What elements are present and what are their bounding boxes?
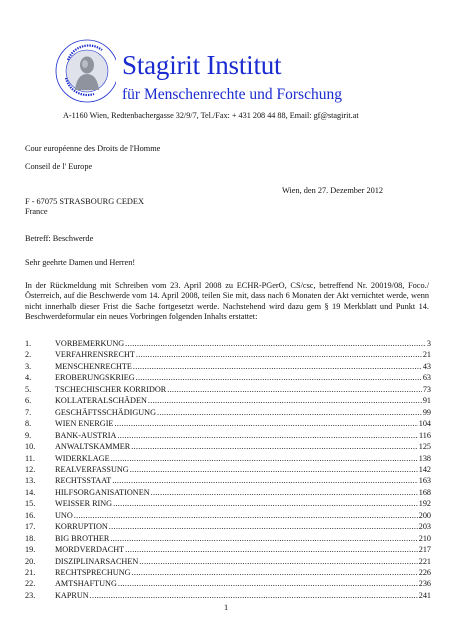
- toc-entry-label: REALVERFASSUNG: [55, 464, 129, 474]
- toc-entry-number: 6.: [25, 396, 32, 406]
- toc-entry: [25, 442, 431, 452]
- toc-entry-label: WIEN ENERGIE: [55, 419, 114, 429]
- toc-dot-leader: [157, 408, 422, 418]
- institute-title: Stagirit Institut: [122, 50, 282, 80]
- toc-entry-label: VORBEMERKUNG: [55, 339, 125, 348]
- toc-entry-number: 10.: [25, 442, 36, 452]
- toc-entry-number: 19.: [25, 545, 36, 555]
- toc-entry: [25, 499, 431, 509]
- toc-entry-page: 116: [419, 430, 431, 440]
- toc-entry-number: 3.: [25, 361, 32, 371]
- toc-entry: [25, 557, 431, 567]
- toc-entry-label: MENSCHENRECHTE: [55, 361, 132, 371]
- toc-entry-label: VERFAHRENSRECHT: [55, 350, 135, 360]
- toc-entry-label: EROBERUNGSKRIEG: [55, 373, 135, 383]
- toc-entry: [25, 373, 431, 383]
- toc-entry: [25, 431, 431, 441]
- toc-entry: [25, 545, 431, 555]
- toc-entry-number: 23.: [25, 590, 36, 600]
- toc-entry-number: 21.: [25, 568, 36, 577]
- toc-dot-leader: [167, 385, 422, 395]
- toc-entry-label: BIG BROTHER: [55, 533, 110, 543]
- toc-entry-page: 217: [418, 545, 431, 555]
- salutation: Sehr geehrte Damen und Herren!: [25, 258, 136, 267]
- institute-subtitle: für Menschenrechte und Forschung: [122, 86, 342, 103]
- toc-dot-leader: [131, 442, 418, 452]
- toc-entry-number: 8.: [25, 419, 32, 429]
- toc-entry-number: 2.: [25, 350, 32, 360]
- toc-entry-page: 221: [418, 556, 431, 566]
- toc-entry-label: RECHTSSTAAT: [55, 476, 112, 486]
- toc-entry-label: WEISSER RING: [55, 499, 113, 509]
- page-number: 1: [224, 603, 229, 612]
- toc-dot-leader: [132, 568, 418, 578]
- toc-entry-number: 22.: [25, 579, 36, 589]
- institute-seal-logo: [54, 38, 120, 104]
- toc-entry-label: KORRUPTION: [55, 522, 108, 532]
- toc-dot-leader: [110, 534, 417, 544]
- toc-dot-leader: [125, 339, 426, 349]
- toc-dot-leader: [111, 454, 418, 464]
- toc-entry-page: 125: [418, 442, 431, 452]
- toc-dot-leader: [125, 545, 418, 555]
- toc-entry-label: GESCHÄFTSSCHÄDIGUNG: [55, 407, 156, 417]
- toc-entry-page: 163: [418, 476, 431, 486]
- toc-dot-leader: [90, 591, 418, 601]
- toc-entry-number: 5.: [25, 384, 32, 394]
- toc-entry: [25, 488, 431, 498]
- toc-entry-page: 21: [422, 350, 431, 360]
- toc-dot-leader: [151, 488, 418, 498]
- toc-dot-leader: [74, 511, 418, 521]
- toc-entry-label: WIDERKLAGE: [55, 453, 110, 463]
- toc-dot-leader: [133, 362, 422, 372]
- toc-entry: [25, 579, 431, 589]
- toc-entry-page: 168: [418, 487, 431, 497]
- institute-address: A-1160 Wien, Redtenbachergasse 32/9/7, Tel./Fax: + 431 208 44 88, Email: gf@stagirit.at: [63, 111, 359, 120]
- toc-entry: [25, 350, 431, 360]
- toc-entry-number: 14.: [25, 487, 36, 497]
- toc-entry: [25, 396, 431, 406]
- toc-entry: [25, 362, 431, 372]
- toc-entry-number: 4.: [25, 373, 32, 383]
- toc-entry: [25, 339, 431, 349]
- subject-line: Betreff: Beschwerde: [25, 234, 94, 243]
- recipient-line-1: Cour européenne des Droits de l'Homme: [25, 144, 161, 153]
- toc-entry: [25, 408, 431, 418]
- toc-entry-label: KAPRUN: [55, 590, 89, 600]
- body-paragraph: In der Rückmeldung mit Schreiben vom 23. April 2008 zu ECHR-PGerO, CS/csc, betreffend Nr. 20019/08, Foco./ Österreich, auf die Beschwerde vom 14. April 2008, teilen Sie mit, dass nach 6 Monaten der Akt vernichtet werde, wenn nicht innerhalb dieser Frist die Sache fortgesetzt werde. Nachstehend wird dazu gem § 19 Merkblatt und Punkt 14. Beschwerdeformular ein neues Vorbringen folgenden Inhalts erstattet:: [25, 281, 429, 322]
- toc-entry: [25, 568, 431, 578]
- toc-entry: [25, 534, 431, 544]
- toc-entry-page: 226: [418, 568, 431, 577]
- toc-entry-page: 192: [418, 499, 431, 509]
- toc-entry: [25, 465, 431, 475]
- recipient-line-3: F - 67075 STRASBOURG CEDEX: [25, 197, 144, 206]
- toc-entry-label: HILFSORGANISATIONEN: [55, 487, 150, 497]
- toc-entry-page: 236: [418, 579, 431, 589]
- toc-dot-leader: [109, 522, 418, 532]
- toc-dot-leader: [114, 419, 417, 429]
- toc-entry-page: 200: [418, 510, 431, 520]
- toc-entry-label: KOLLATERALSCHÄDEN: [55, 396, 147, 406]
- toc-entry-page: 210: [418, 533, 431, 543]
- toc-entry-label: AMTSHAFTUNG: [55, 579, 117, 589]
- toc-entry-label: BANK-AUSTRIA: [55, 430, 117, 440]
- toc-dot-leader: [148, 396, 422, 406]
- recipient-line-4: France: [25, 207, 48, 216]
- toc-entry-page: 63: [422, 373, 431, 383]
- toc-entry: [25, 385, 431, 395]
- toc-entry-number: 1.: [25, 339, 32, 348]
- toc-entry: [25, 591, 431, 601]
- toc-entry-label: RECHTSPRECHUNG: [55, 568, 131, 577]
- toc-entry-label: DISZIPLINARSACHEN: [55, 556, 139, 566]
- toc-entry-number: 13.: [25, 476, 36, 486]
- toc-entry: [25, 511, 431, 521]
- toc-entry: [25, 419, 431, 429]
- recipient-line-2: Conseil de l' Europe: [25, 162, 93, 171]
- toc-entry: [25, 476, 431, 486]
- toc-dot-leader: [113, 499, 418, 509]
- toc-entry-number: 15.: [25, 499, 36, 509]
- toc-dot-leader: [130, 465, 418, 475]
- toc-entry-number: 11.: [25, 453, 35, 463]
- toc-dot-leader: [139, 557, 417, 567]
- toc-entry-label: TSCHECHISCHER KORRIDOR: [55, 384, 167, 394]
- toc-entry: [25, 522, 431, 532]
- toc-entry-label: ANWALTSKAMMER: [55, 442, 131, 452]
- toc-dot-leader: [136, 373, 422, 383]
- toc-entry-label: MORDVERDACHT: [55, 545, 125, 555]
- toc-entry-page: 91: [422, 396, 431, 406]
- toc-entry-page: 73: [422, 384, 431, 394]
- toc-entry-page: 99: [422, 407, 431, 417]
- toc-entry-label: UNO: [55, 510, 73, 520]
- toc-entry-number: 20.: [25, 556, 36, 566]
- toc-entry-number: 7.: [25, 407, 32, 417]
- toc-entry-number: 16.: [25, 510, 36, 520]
- toc-entry-page: 3: [426, 339, 431, 348]
- toc-entry-page: 142: [418, 464, 431, 474]
- toc-entry-page: 104: [418, 419, 431, 429]
- toc-entry-number: 18.: [25, 533, 36, 543]
- toc-dot-leader: [118, 579, 418, 589]
- toc-entry-page: 138: [418, 453, 431, 463]
- toc-entry-page: 203: [418, 522, 431, 532]
- toc-entry: [25, 454, 431, 464]
- toc-entry-number: 17.: [25, 522, 36, 532]
- toc-dot-leader: [112, 476, 418, 486]
- toc-entry-page: 241: [418, 590, 431, 600]
- date-line: Wien, den 27. Dezember 2012: [282, 186, 384, 195]
- toc-entry-page: 43: [422, 361, 431, 371]
- toc-entry-number: 9.: [25, 430, 32, 440]
- toc-dot-leader: [117, 431, 418, 441]
- toc-dot-leader: [136, 350, 422, 360]
- toc-entry-number: 12.: [25, 464, 36, 474]
